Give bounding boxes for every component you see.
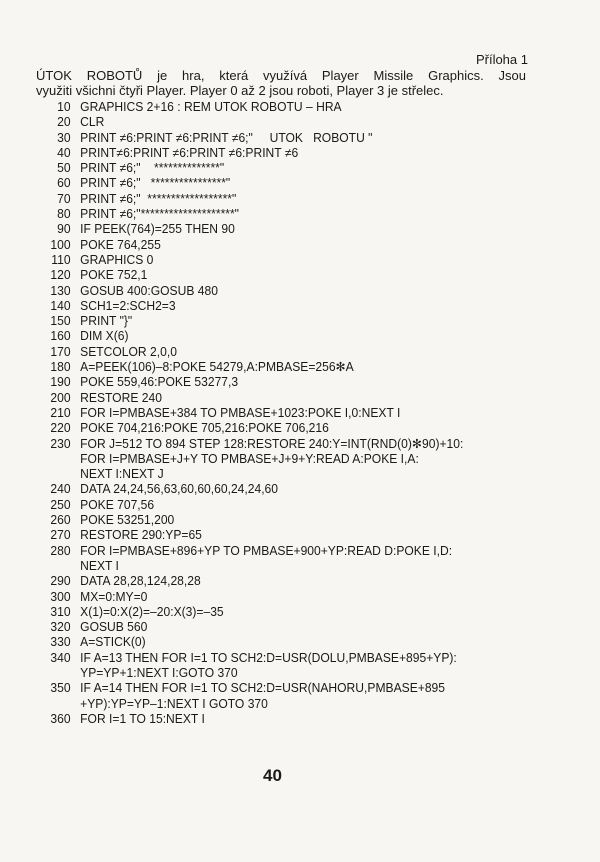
code-line — [36, 192, 535, 207]
line-number: 230 — [50, 436, 71, 451]
intro-paragraph — [36, 68, 526, 98]
code-statement: FOR I=PMBASE+896+YP TO PMBASE+900+YP:READ D:POKE I,D: — [80, 543, 453, 558]
code-line — [36, 421, 535, 436]
line-number: 130 — [50, 283, 71, 298]
code-line — [36, 146, 535, 161]
line-number: 60 — [57, 176, 71, 191]
code-statement: DATA 28,28,124,28,28 — [80, 574, 201, 589]
line-number: 270 — [50, 528, 71, 543]
code-statement: CLR — [80, 115, 105, 130]
line-number: 320 — [50, 620, 71, 635]
line-number: 280 — [50, 543, 71, 558]
code-continuation: +YP):YP=YP–1:NEXT I GOTO 370 — [80, 696, 268, 711]
code-statement: IF A=14 THEN FOR I=1 TO SCH2:D=USR(NAHORU,PMBASE+895 — [80, 681, 446, 696]
code-line — [36, 513, 535, 528]
code-line — [36, 299, 535, 314]
code-statement: X(1)=0:X(2)=–20:X(3)=–35 — [80, 604, 224, 619]
line-number: 150 — [50, 314, 71, 329]
code-statement: GRAPHICS 2+16 : REM UTOK ROBOTU – HRA — [80, 100, 342, 114]
code-continuation: FOR I=PMBASE+J+Y TO PMBASE+J+9+Y:READ A:POKE I,A: — [80, 451, 419, 466]
line-number: 30 — [57, 130, 71, 145]
code-statement: RESTORE 290:YP=65 — [80, 528, 202, 543]
code-line — [36, 131, 535, 146]
code-line — [36, 651, 535, 666]
code-line — [36, 605, 535, 620]
line-number: 330 — [50, 635, 71, 650]
line-number: 100 — [50, 237, 71, 252]
line-number: 140 — [50, 298, 71, 313]
code-statement: GOSUB 560 — [80, 620, 148, 635]
code-statement: DATA 24,24,56,63,60,60,60,24,24,60 — [80, 482, 279, 497]
code-line — [36, 482, 535, 497]
line-number: 90 — [57, 222, 71, 237]
code-line — [36, 176, 535, 191]
line-number: 180 — [50, 360, 71, 375]
code-statement: IF PEEK(764)=255 THEN 90 — [80, 222, 235, 237]
code-line — [36, 222, 535, 237]
line-number: 170 — [50, 344, 71, 359]
code-line — [36, 268, 535, 283]
code-line — [36, 161, 535, 176]
code-statement: PRINT ≠6;" **************" — [80, 161, 225, 176]
code-line — [36, 681, 535, 696]
code-statement: POKE 704,216:POKE 705,216:POKE 706,216 — [80, 421, 329, 436]
page-number: 40 — [263, 766, 282, 785]
code-line — [36, 375, 535, 390]
code-line — [36, 329, 535, 344]
code-statement: POKE 53251,200 — [80, 513, 175, 528]
intro-line-1: ÚTOK ROBOTŮ je hra, která využívá Player Missile Graphics. Jsou — [36, 68, 526, 83]
code-line — [36, 574, 535, 589]
code-statement: FOR I=1 TO 15:NEXT I — [80, 711, 205, 726]
code-statement: PRINT≠6:PRINT ≠6:PRINT ≠6:PRINT ≠6 — [80, 145, 299, 160]
line-number: 80 — [57, 207, 71, 222]
code-line — [36, 253, 535, 268]
code-statement: PRINT ≠6;" ****************" — [80, 176, 231, 191]
code-line — [36, 360, 535, 375]
code-statement: RESTORE 240 — [80, 390, 162, 405]
code-statement: MX=0:MY=0 — [80, 589, 148, 604]
line-number: 340 — [50, 650, 71, 665]
code-line — [36, 314, 535, 329]
line-number: 40 — [57, 145, 71, 160]
code-line — [36, 437, 535, 452]
code-line — [36, 284, 535, 299]
code-statement: A=STICK(0) — [80, 635, 146, 650]
line-number: 300 — [50, 589, 71, 604]
code-line — [36, 207, 535, 222]
line-number: 210 — [50, 405, 71, 420]
code-line — [36, 544, 535, 559]
code-statement: PRINT ≠6;"********************" — [80, 207, 239, 222]
line-number: 220 — [50, 421, 71, 436]
code-statement: A=PEEK(106)–8:POKE 54279,A:PMBASE=256✻A — [80, 360, 354, 375]
code-line — [36, 528, 535, 543]
code-line — [36, 498, 535, 513]
code-line — [36, 238, 535, 253]
code-line — [36, 345, 535, 360]
code-statement: PRINT ≠6:PRINT ≠6:PRINT ≠6;" UTOK ROBOTU " — [80, 130, 373, 145]
annex-label: Příloha 1 — [475, 52, 528, 67]
line-number: 190 — [50, 375, 71, 390]
code-line — [36, 391, 535, 406]
code-continuation: YP=YP+1:NEXT I:GOTO 370 — [80, 665, 238, 680]
line-number: 120 — [50, 268, 71, 283]
code-statement: PRINT "}" — [80, 314, 133, 329]
code-statement: IF A=13 THEN FOR I=1 TO SCH2:D=USR(DOLU,PMBASE+895+YP): — [80, 650, 457, 665]
code-statement: GOSUB 400:GOSUB 480 — [80, 283, 218, 298]
code-statement: FOR I=PMBASE+384 TO PMBASE+1023:POKE I,0:NEXT I — [80, 405, 401, 420]
line-number: 200 — [50, 390, 71, 405]
line-number: 240 — [50, 482, 71, 497]
basic-listing — [36, 100, 535, 727]
code-line — [36, 712, 535, 727]
code-statement: PRINT ≠6;" ******************" — [80, 191, 237, 206]
code-statement: GRAPHICS 0 — [80, 252, 154, 267]
code-line — [36, 635, 535, 650]
line-number: 360 — [50, 711, 71, 726]
code-line — [36, 590, 535, 605]
code-line — [36, 620, 535, 635]
code-line — [36, 406, 535, 421]
line-number: 160 — [50, 329, 71, 344]
code-statement: DIM X(6) — [80, 329, 129, 344]
code-continuation: NEXT I:NEXT J — [80, 467, 164, 482]
code-statement: SETCOLOR 2,0,0 — [80, 344, 177, 359]
code-statement: POKE 752,1 — [80, 268, 148, 283]
code-line — [36, 115, 535, 130]
line-number: 350 — [50, 681, 71, 696]
line-number: 50 — [57, 161, 71, 176]
line-number: 10 — [57, 100, 71, 114]
code-statement: FOR J=512 TO 894 STEP 128:RESTORE 240:Y=INT(RND(0)✻90)+10: — [80, 436, 464, 451]
line-number: 250 — [50, 497, 71, 512]
code-statement: SCH1=2:SCH2=3 — [80, 298, 176, 313]
line-number: 110 — [51, 252, 71, 267]
code-line — [36, 100, 535, 115]
code-statement: POKE 707,56 — [80, 497, 155, 512]
intro-line-2: využiti všichni čtyři Player. Player 0 až 2 jsou roboti, Player 3 je střelec. — [36, 83, 444, 98]
line-number: 260 — [50, 513, 71, 528]
line-number: 70 — [57, 191, 71, 206]
code-statement: POKE 764,255 — [80, 237, 161, 252]
line-number: 290 — [50, 574, 71, 589]
line-number: 20 — [57, 115, 71, 130]
code-statement: POKE 559,46:POKE 53277,3 — [80, 375, 239, 390]
line-number: 310 — [50, 604, 71, 619]
code-continuation: NEXT I — [80, 558, 119, 573]
